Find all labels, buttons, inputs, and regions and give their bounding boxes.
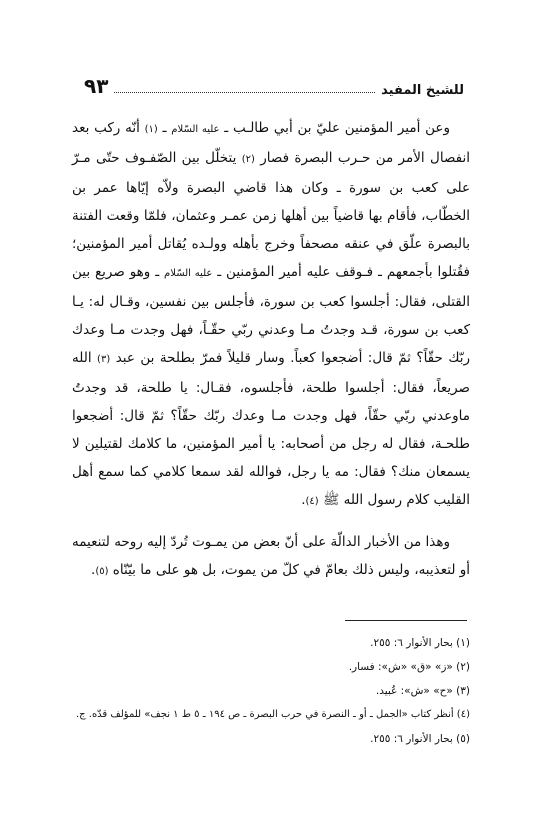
footnote-4: (٤) أنظر كتاب «الجمل ـ أو ـ النصرة في حرب البصرة ـ ص ١٩٤ ـ ٥ ط ١ نجف» للمؤلف قدّه. ج. (75, 709, 470, 720)
text-run: ـ (157, 120, 172, 136)
page-number: ٩٣ (84, 74, 109, 98)
header-title: للشيخ المفيد (381, 83, 464, 98)
inline-small-text: (٤) (305, 496, 319, 507)
text-run: الله صريعاً، فقال: أجلسوا طلحة، فأجلسوه، فقـال: يا طلحة، قد وجدتُ ماوعدني ربّي حقّاً، فهل وجدت مـا وعدك ربّك حقّاً؟ ثمّ قال: أضجعوا طلحـة، فقال له رجل من أصحابه: يا أمير المؤمنين، ما كلامك لقتيلين لا يسمعان منك؟ فقال: مه يا رجل، فوالله لقد سمعا كلامي كما سمع أهل القليب كلام رسول الله ﷺ (72, 350, 470, 508)
paragraph (72, 114, 470, 516)
inline-small-text: (٢) (241, 154, 255, 165)
paragraph (72, 528, 470, 586)
inline-small-text: عليه السّلام (164, 268, 213, 279)
footnote-separator (345, 620, 467, 621)
text-run: . (301, 492, 306, 508)
inline-small-text: (٣) (97, 354, 111, 365)
text-run: يتخلّل بين الصّفـوف حتّى مـرّ على كعب بن سورة ـ وكان هذا قاضي البصرة ولاّه إيّاها عمر بن الخطّاب، فأقام بها قاضياً بين أهلها زمن عمـر وعثمان، فلمّا وقعت الفتنة بالبصرة علّق في عنقه مصحفاً وخرج بأهله وولـده يُقاتل أمير المؤمنين؛ فقُتلوا بأجمعهم ـ فـوقف عليه أمير المؤمنين ـ (72, 150, 470, 280)
footnotes-list (70, 631, 470, 751)
main-text (72, 114, 470, 586)
running-header (84, 72, 464, 98)
footnote-2: (٢) «ز» «ق» «ش»: فسار. (348, 661, 470, 673)
footnote-5: (٥) بحار الأنوار ٦: ٢٥٥. (370, 733, 470, 745)
inline-small-text: (٥) (95, 566, 109, 577)
text-run: . (91, 562, 96, 578)
footnote-3: (٣) «ح» «ش»: عُبيد. (375, 685, 470, 697)
text-run: وهذا من الأخبار الدالّة على أنّ بعض من يمـوت تُردّ إليه روحه لتنعيمه أو لتعذيبه، وليس ذلك بعامّ في كلّ من يموت، بل هو على ما بيّنّاه (72, 534, 470, 578)
footnote-1: (١) بحار الأنوار ٦: ٢٥٥. (370, 637, 470, 649)
header-dot-leader (114, 92, 375, 93)
text-run: وعن أمير المؤمنين عليّ بن أبي طالـب ـ (219, 120, 450, 136)
inline-small-text: (١) (144, 124, 158, 135)
text-run: أنّه ركب بعد انفصال الأمر من حـرب البصرة فصار (72, 120, 470, 166)
text-run: ـ وهو صريع بين القتلى، فقال: أجلسوا كعب بن سورة، فأجلس بين نفسين، وقـال له: يـا كعب بن سورة، قـد وجدتُ مـا وعدني ربّي حقّـاً، فهل وجدت مـا وعدك ربّك حقّاً؟ ثمّ قال: أضجعوا كعباً. وسار قليلاً فمرّ بطلحة بن عبد (72, 264, 470, 366)
inline-small-text: عليه السّلام (171, 124, 220, 135)
